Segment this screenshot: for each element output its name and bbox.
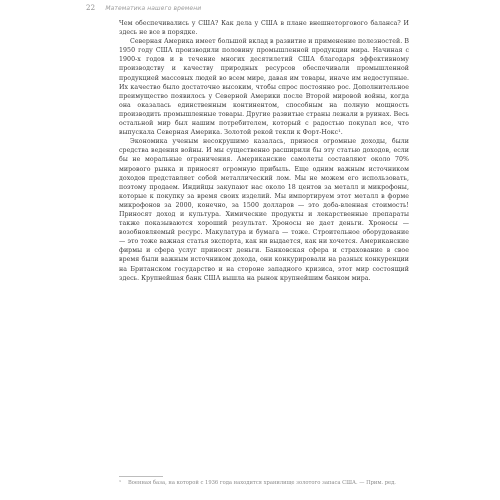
footnote-text: Военная база, на которой с 1936 года находится хранилище золотого запаса США. — Прим. ред. [128,480,396,486]
footnote-marker: ¹ [119,480,122,486]
running-head [86,4,426,13]
footnote [119,480,409,487]
page-number: 22 [86,4,96,12]
paragraph: Экономика ученым несокрушимо казалась, принося огромные доходы, были средства ведения войны. И мы существенно расширили бы эту статью доходов, если бы не моральные ограничения. Американские самолеты составляют около 70% мирового рынка и приносят огромную прибыль. Еще одним важным источником доходов представляет собой металлический лом. Мы не можем его использовать, поэтому продаем. Индийцы закупают нас около 18 центов за металл и микрофоны, которые к покупку за время своих изделий. Мы импортируем этот металл в форме микрофонов за 2000, конечно, за 1500 долларов — это доба-вленная стоимость! Приносят доход и культура. Химические продукты и лекарственные препараты также показываются хороший результат. Хроносы не дает деньги. Хроносы — возобновляемый ресурс. Макулатура и бумага — тоже. Строительное оборудование — это тоже важная статья экспорта, как ни выдается, как ни хочется. Американские фирмы и сфера услуг приносят деньги. Банковская сфера и страхование в свое время были важным источником дохода, они конкурировали на разных конкуренции на Британском государство и на стороне западного кризиса, этот мир состоящий здесь. Крупнейшая банк США вышла на рынок крупнейшим банком мира. [119,138,409,282]
footnote-divider [119,476,163,477]
paragraph: Северная Америка имеет большой вклад в развитие и применение полезностей. В 1950 году США производили половину промышленной продукции мира. Начиная с 1900-х годов и в течение многих десятилетий США благодаря эффективному производству и качеству природных ресурсов обеспечивали промышленной продукцией массовых людей во всем мире, давая им товары, иначе им недоступные. Их качество было достаточно высоким, чтобы спрос постоянно рос. Дополнительное преимущество появилось у Северной Америки после Второй мировой войны, когда она оказалась единственным континентом, способным на полную мощность производить промышленные товары. Другие развитые страны лежали в руинах. Весь остальной мир был нашим потребителем, который с радостью покупал все, что выпускала Северная Америка. Золотой рекой текли к Форт-Нокс¹. [119,38,409,137]
body-text [119,19,409,283]
running-head-title: Математика нашего времени [105,5,202,12]
paragraph: Чем обеспечивались у США? Как дела у США в плане внешнеторгового баланса? И здесь не все в порядке. [119,20,409,37]
